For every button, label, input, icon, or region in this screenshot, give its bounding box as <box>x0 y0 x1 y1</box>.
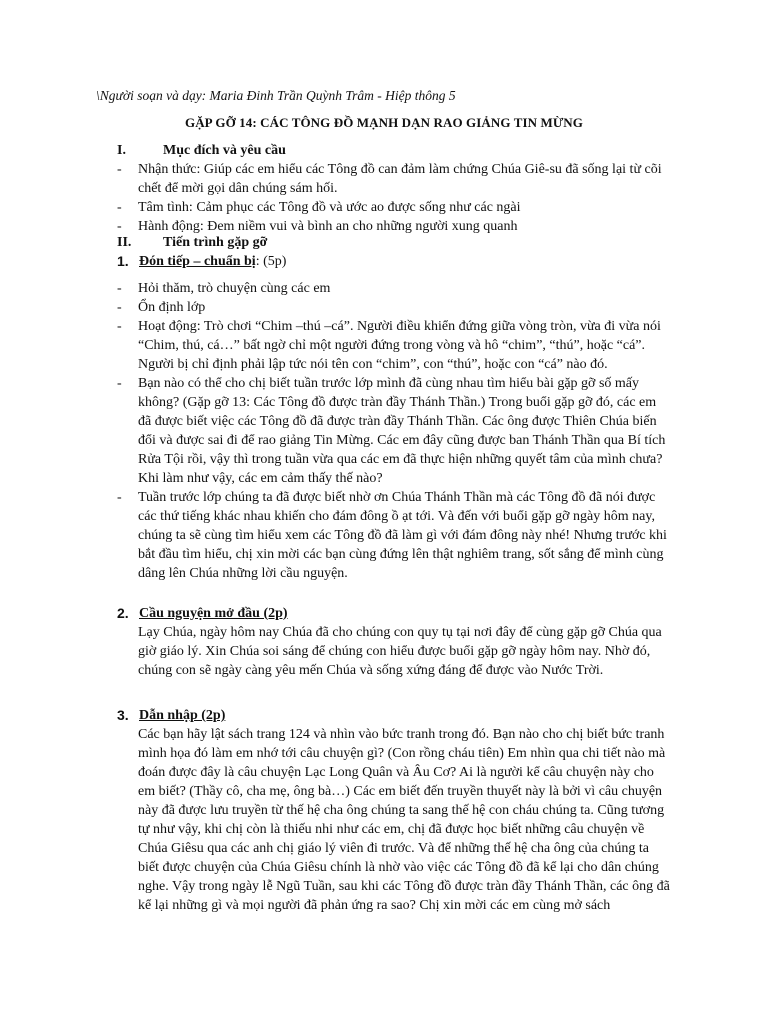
step-number: 3. <box>117 707 129 723</box>
section-heading-1 <box>0 141 768 160</box>
step-title: Dẫn nhập (2p) <box>139 708 226 723</box>
list-item: - Nhận thức: Giúp các em hiểu các Tông đồ can đảm làm chứng Chúa Giê-su đã sống lại từ cõi chết để mời gọi dân chúng sám hối. <box>117 162 662 196</box>
step-3 <box>0 706 768 915</box>
step-body: Lạy Chúa, ngày hôm nay Chúa đã cho chúng con quy tụ tại nơi đây để cùng gặp gỡ Chúa qua giờ giáo lý. Xin Chúa soi sáng để chúng con hiểu được buổi gặp gỡ ngày hôm nay. Nhờ đó, chúng con sẽ ngày càng yêu mến Chúa và sống xứng đáng để được vào Nước Trời. <box>138 625 662 678</box>
step-2 <box>0 604 768 680</box>
list-item: - Hỏi thăm, trò chuyện cùng các em <box>117 281 331 296</box>
list-item: - Hoạt động: Trò chơi “Chim –thú –cá”. Người điều khiển đứng giữa vòng tròn, vừa đi vừa nói “Chim, thú, cá…” bất ngờ chỉ một người đứng trong vòng và hô “chim”, “thú”, hoặc “cá”. Người bị chỉ định phải lập tức nói tên con “chim”, con “thú”, hoặc con “cá” nào đó. <box>117 319 661 372</box>
step-1-bullets <box>0 279 768 583</box>
section-heading-2 <box>0 233 768 252</box>
section-1-bullets <box>0 160 768 236</box>
list-item: - Ổn định lớp <box>117 300 206 315</box>
list-item: - Bạn nào có thể cho chị biết tuần trước lớp mình đã cùng nhau tìm hiểu bài gặp gỡ số mấy không? (Gặp gỡ 13: Các Tông đồ được tràn đầy Thánh Thần.) Trong buổi gặp gỡ đó, các em đã được biết việc các Tông đồ đã được tràn đầy Thánh Thần. Các ông được Thiên Chúa biến đổi và được sai đi để rao giảng Tin Mừng. Các em đây cũng được ban Thánh Thần qua Bí tích Rửa Tội rồi, vậy thì trong tuần vừa qua các em đã thực hiện những quyết tâm của mình chưa? Khi làm như vậy, các em cảm thấy thế nào? <box>117 376 666 486</box>
step-number: 2. <box>117 605 129 621</box>
section-1 <box>0 141 768 160</box>
author-line: \Người soạn và dạy: Maria Đinh Trần Quỳnh Trâm - Hiệp thông 5 <box>96 88 456 103</box>
section-marker: I. <box>117 143 126 158</box>
step-duration: : (5p) <box>255 254 287 269</box>
step-1-heading <box>0 252 768 271</box>
section-heading: Tiến trình gặp gỡ <box>163 235 268 250</box>
step-body: Các bạn hãy lật sách trang 124 và nhìn vào bức tranh trong đó. Bạn nào cho chị biết bức tranh mình họa đó làm em nhớ tới câu chuyện gì? (Con rồng cháu tiên) Em nhìn qua chi tiết nào mà đoán được đây là câu chuyện Lạc Long Quân và Âu Cơ? Ai là người kể câu chuyện này cho em biết? (Thầy cô, cha mẹ, ông bà…) Các em biết đến truyền thuyết này là bởi vì câu chuyện này đã được lưu truyền từ thế hệ cha ông chúng ta sang thế hệ con cháu chúng ta. Cũng tương tự như vậy, khi chị còn là thiếu nhi như các em, chị đã được học biết những câu chuyện về Chúa Giêsu qua các anh chị giáo lý viên đi trước. Và để những thế hệ cha ông của chúng ta biết được chuyện của Chúa Giêsu chính là nhờ vào việc các Tông đồ đã kể lại cho dân chúng nghe. Vậy trong ngày lễ Ngũ Tuần, sau khi các Tông đồ được tràn đầy Thánh Thần, các ông đã kể lại những gì và mọi người đã phản ứng ra sao? Chị xin mời các em cùng mở sách <box>138 727 670 913</box>
document-title: GẶP GỠ 14: CÁC TÔNG ĐỒ MẠNH DẠN RAO GIẢNG TIN MỪNG <box>184 115 583 130</box>
list-item: - Hành động: Đem niềm vui và bình an cho những người xung quanh <box>117 219 518 234</box>
step-title: Đón tiếp – chuẩn bị <box>139 254 256 269</box>
section-marker: II. <box>117 235 132 250</box>
section-2 <box>0 233 768 252</box>
section-heading: Mục đích và yêu cầu <box>163 143 286 158</box>
list-item: - Tâm tình: Cảm phục các Tông đồ và ước ao được sống như các ngài <box>117 200 521 215</box>
step-number: 1. <box>117 253 129 269</box>
step-title: Cầu nguyện mở đầu (2p) <box>139 606 288 621</box>
list-item: - Tuần trước lớp chúng ta đã được biết nhờ ơn Chúa Thánh Thần mà các Tông đồ đã nói được các thứ tiếng khác nhau khiến cho đám đông ồ ạt tới. Và đến với buổi gặp gỡ ngày hôm nay, chúng ta sẽ cùng tìm hiểu xem các Tông đồ đã làm gì với đám đông này nhé! Nhưng trước khi bắt đầu tìm hiểu, chị xin mời các bạn cùng đứng lên thật nghiêm trang, sốt sắng để mình cùng dâng lên Chúa những lời cầu nguyện. <box>117 490 667 581</box>
